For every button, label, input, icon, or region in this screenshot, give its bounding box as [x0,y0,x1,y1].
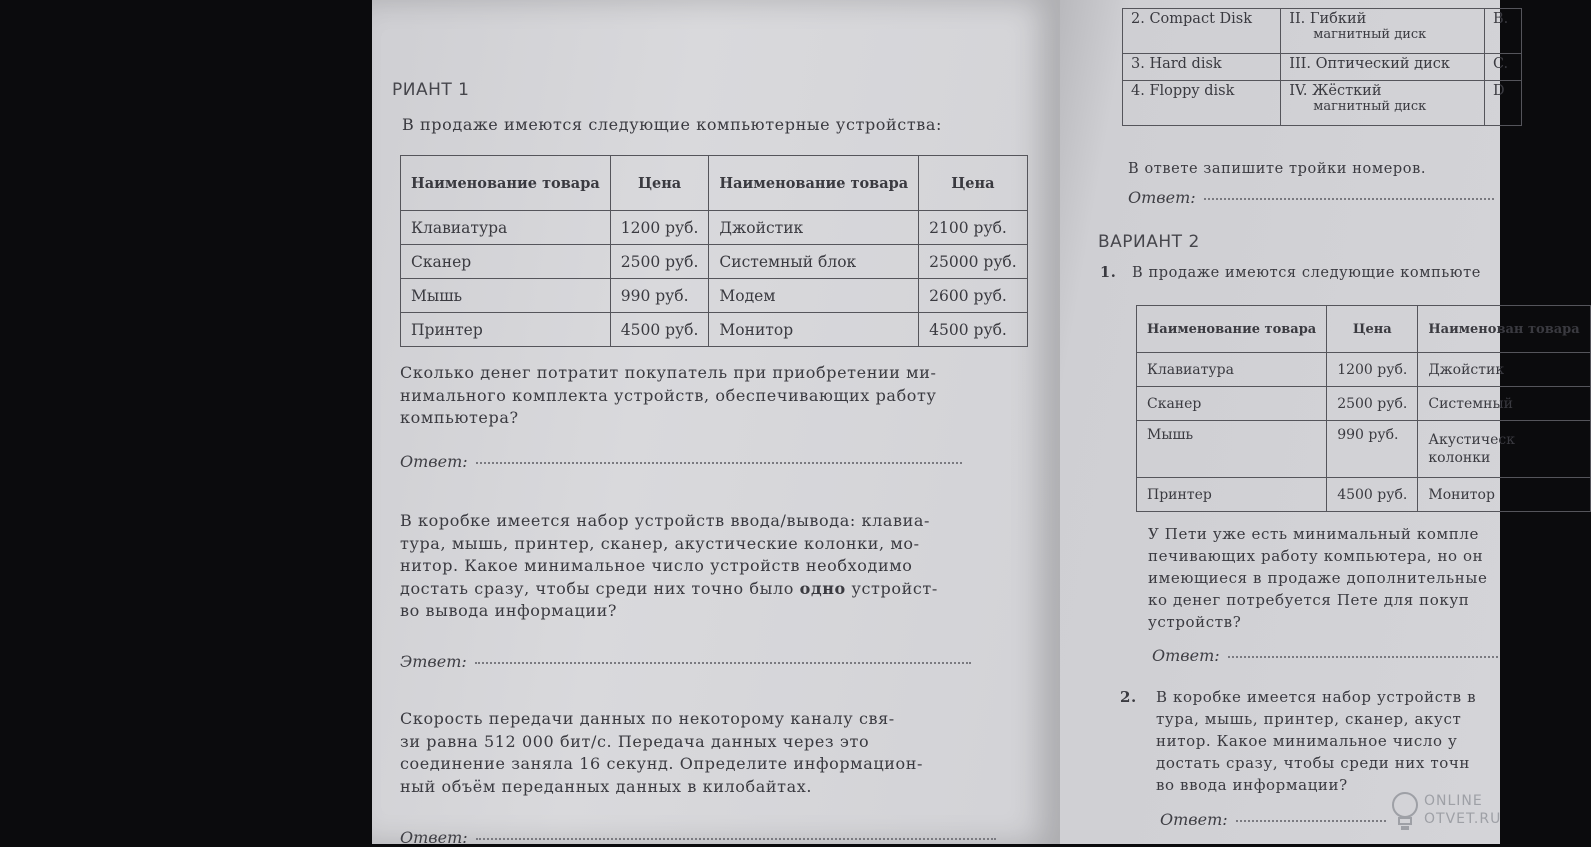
cell: C. [1484,54,1521,81]
answer-label: Ответ: [1152,646,1220,665]
cell: 4500 руб. [919,313,1028,347]
answer-label: Этвет: [400,652,467,671]
question-2 [400,510,938,623]
question-3-line: Скорость передачи данных по некоторому каналу свя- [400,709,895,728]
header-name-1: Наименование товара [1137,306,1327,353]
task-2-number: 2. [1120,688,1137,706]
question-2-line: нитор. Какое минимальное число устройств необходимо [400,556,913,575]
task-2-line: во ввода информации? [1156,776,1348,794]
task-1-line: печивающих работу компьютера, но он [1148,547,1484,565]
cell: 1200 руб. [1327,353,1418,387]
matching-table [1122,8,1522,126]
question-2-line: во вывода информации? [400,601,618,620]
right-page [1060,0,1580,844]
answer-label: Ответ: [1128,188,1196,207]
task-2-line: В коробке имеется набор устройств в [1156,688,1477,706]
question-1-line: нимального комплекта устройств, обеспечивающих работу [400,385,937,405]
answer-line-r2 [1160,810,1386,829]
cell: Модем [709,279,919,313]
cell: Системный блок [709,245,919,279]
cell: Акустическ колонки [1418,421,1590,478]
question-3 [400,708,923,798]
cell [1281,9,1485,54]
cell: 2600 руб. [919,279,1028,313]
cell: 2500 руб. [610,245,709,279]
answer-dots[interactable] [475,662,971,664]
cell: Мышь [401,279,611,313]
table-header-row [401,156,1028,211]
answer-line-2 [400,652,971,671]
cell: Принтер [1137,478,1327,512]
task-1-text: В продаже имеются следующие компьюте [1132,265,1481,281]
table-row [1137,353,1591,387]
cell: III. Оптический диск [1281,54,1485,81]
cell: Джойстик [709,211,919,245]
answer-label: Ответ: [400,452,468,471]
table-row [401,245,1028,279]
answer-line-r0 [1128,188,1494,207]
header-price-1: Цена [610,156,709,211]
answer-label: Ответ: [1160,810,1228,829]
cell: 2100 руб. [919,211,1028,245]
task-1-line: У Пети уже есть минимальный компле [1148,525,1479,543]
emphasis-word: одно [799,578,846,598]
table-row [1123,81,1522,126]
cell: 4500 руб. [1327,478,1418,512]
cell: D [1484,81,1521,126]
question-1-line: компьютера? [400,408,519,427]
cell: Клавиатура [401,211,611,245]
variant-title: РИАНТ 1 [392,80,470,100]
task-1-number: 1. [1100,264,1117,281]
task-2-line: тура, мышь, принтер, сканер, акуст [1156,710,1462,728]
task-2-text [1156,686,1476,796]
task-1-line: имеющиеся в продаже дополнительные [1148,569,1488,587]
cell: 990 руб. [610,279,709,313]
left-page [372,0,1060,847]
table-row [1123,9,1522,54]
answer-dots[interactable] [1228,656,1498,658]
question-3-line: соединение заняла 16 секунд. Определите информацион- [400,754,923,773]
header-name-2: Наименование товара [709,156,919,211]
lightbulb-icon [1390,790,1420,836]
watermark [1390,790,1502,838]
cell: Сканер [1137,387,1327,421]
watermark-line-1: ONLINE [1424,793,1483,809]
question-3-line: ный объём переданных данных в килобайтах. [400,776,813,796]
header-price-1: Цена [1327,306,1418,353]
table-header-row [1137,306,1591,353]
triples-note: В ответе запишите тройки номеров. [1128,161,1427,177]
cell: Мышь [1137,421,1327,478]
cell-line: магнитный диск [1313,27,1427,42]
task-2-line: нитор. Какое минимальное число у [1156,732,1458,750]
table-row [1137,421,1591,478]
table-row [1137,387,1591,421]
cell: 4. Floppy disk [1123,81,1281,126]
cell: 25000 руб. [919,245,1028,279]
question-2-line-text: достать сразу, чтобы среди них точно было [400,578,794,598]
table-row [401,279,1028,313]
question-2-line: В коробке имеется набор устройств ввода/вывода: клавиа- [400,511,931,530]
task-1-line: ко денег потребуется Пете для покуп [1148,591,1470,609]
cell: B. [1484,9,1521,54]
task-2-line: достать сразу, чтобы среди них точн [1156,754,1470,772]
table-row [401,211,1028,245]
cell-line: IV. Жёсткий [1289,83,1382,99]
cell: Монитор [709,313,919,347]
question-1 [400,362,937,430]
answer-dots[interactable] [476,462,962,464]
cell [1281,81,1485,126]
question-2-line [400,578,938,601]
cell: Клавиатура [1137,353,1327,387]
cell: Принтер [401,313,611,347]
goods-table-v2 [1136,305,1591,512]
table-row [401,313,1028,347]
header-name-2: Наименован товара [1418,306,1590,353]
answer-line-r1 [1152,646,1498,665]
watermark-line-2: OTVET.RU [1424,811,1502,827]
cell: Джойстик [1418,353,1590,387]
question-1-line: Сколько денег потратит покупатель при приобретении ми- [400,363,937,382]
question-2-line-tail: устройст- [851,578,938,598]
task-1-line: устройств? [1148,613,1242,631]
answer-line-1 [400,452,962,471]
variant-2-title: ВАРИАНТ 2 [1098,232,1200,252]
answer-dots[interactable] [1204,198,1494,200]
table-row [1137,478,1591,512]
header-name-1: Наименование товара [401,156,611,211]
intro-text: В продаже имеются следующие компьютерные устройства: [402,115,943,134]
header-price-2: Цена [919,156,1028,211]
answer-line-3 [400,828,996,847]
cell: 3. Hard disk [1123,54,1281,81]
question-3-line: зи равна 512 000 бит/с. Передача данных через это [400,731,870,751]
goods-table [400,155,1028,347]
cell: 990 руб. [1327,421,1418,478]
cell: 2. Compact Disk [1123,9,1281,54]
cell: Сканер [401,245,611,279]
answer-label: Ответ: [400,828,468,847]
answer-dots[interactable] [476,838,996,840]
answer-dots[interactable] [1236,820,1386,822]
question-2-line: тура, мышь, принтер, сканер, акустические колонки, мо- [400,533,920,553]
cell: 4500 руб. [610,313,709,347]
cell: 1200 руб. [610,211,709,245]
cell: Монитор [1418,478,1590,512]
cell: 2500 руб. [1327,387,1418,421]
table-row [1123,54,1522,81]
task-1-question [1148,523,1487,633]
cell-line: II. Гибкий [1289,11,1367,27]
cell: Системный [1418,387,1590,421]
cell-line: магнитный диск [1313,99,1427,114]
